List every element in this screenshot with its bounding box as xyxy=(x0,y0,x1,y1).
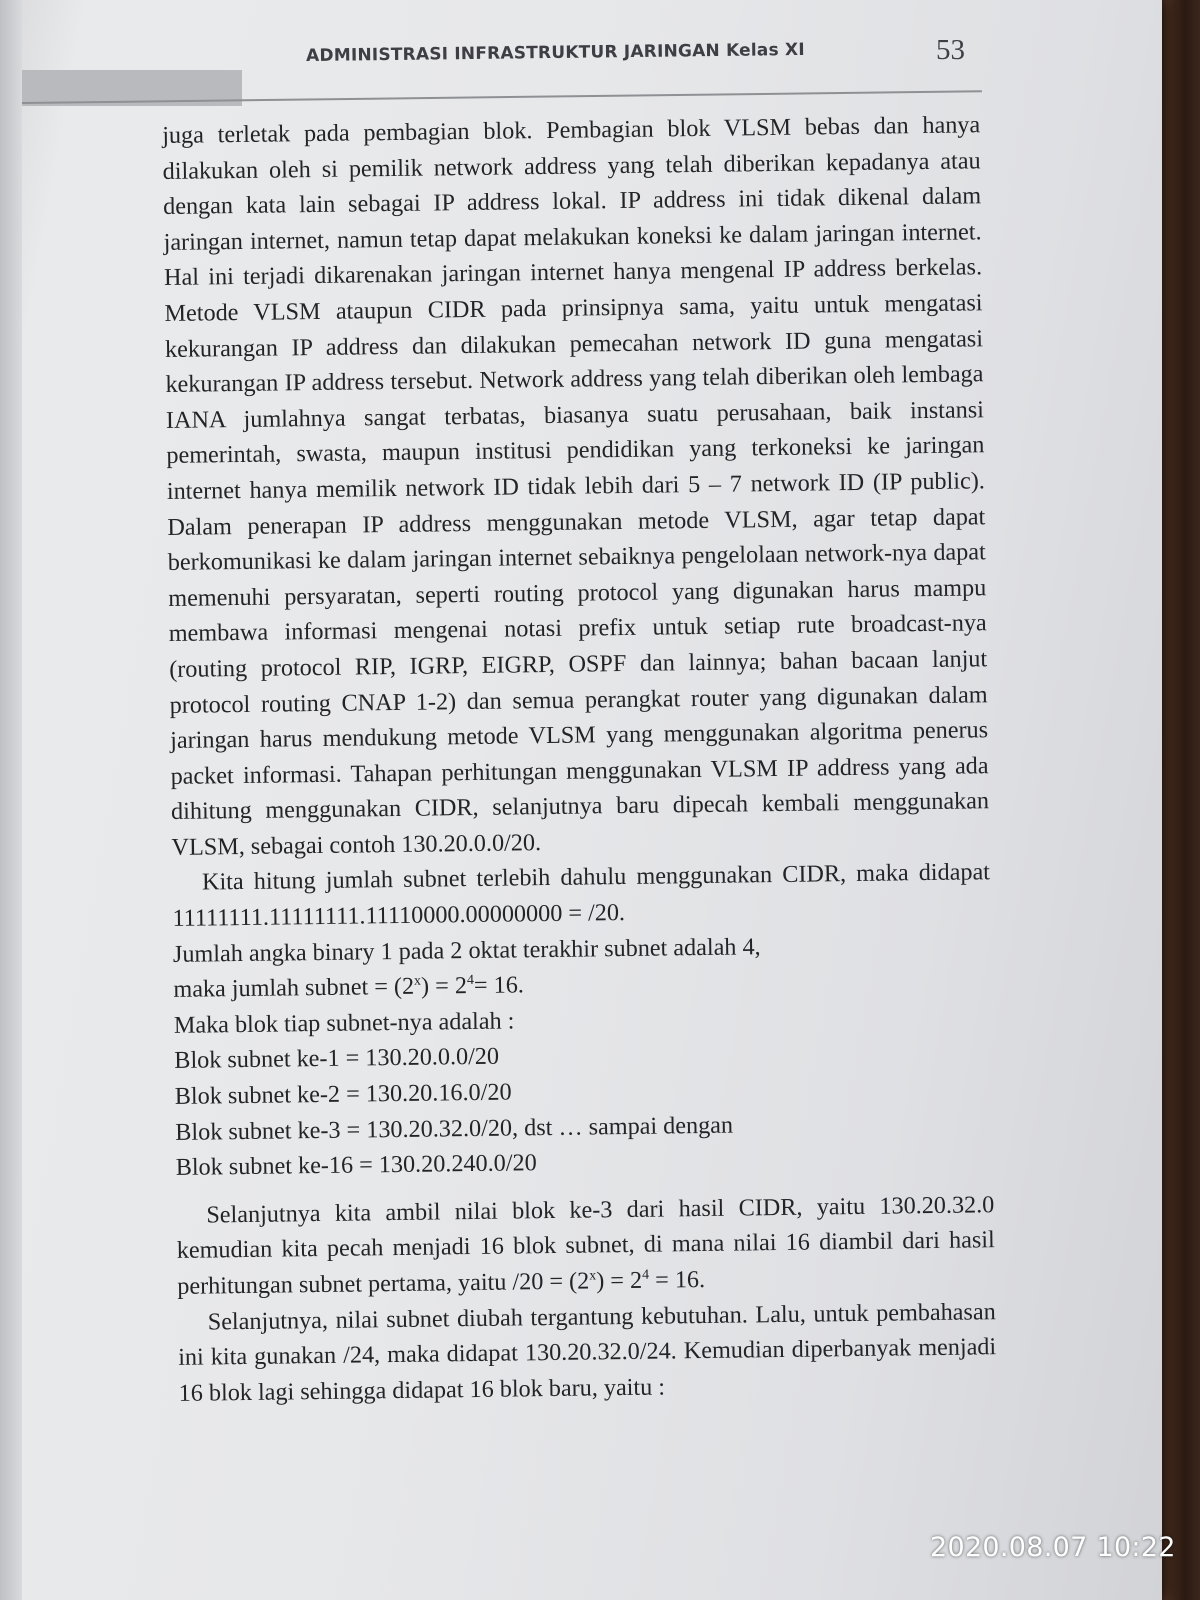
paragraph-3-exponent-x: x xyxy=(589,1268,597,1284)
page-gutter xyxy=(0,0,22,1600)
formula-exponent-x: x xyxy=(413,973,422,989)
formula-exponent-4: 4 xyxy=(466,973,474,989)
formula-mid: ) = 2 xyxy=(420,972,468,1000)
paragraph-3-text: Selanjutnya kita ambil nilai blok ke-3 dari hasil CIDR, yaitu 130.20.32.0 kemudian kita pecah menjadi 16 blok subnet, di mana nilai 16 diambil dari hasil perhitungan subnet pertama, yaitu /20 = (2 xyxy=(176,1191,995,1300)
block-subnet-3: Blok subnet ke-3 = 130.20.32.0/20, dst … sampai dengan xyxy=(175,1111,734,1146)
paragraph-2: Kita hitung jumlah subnet terlebih dahulu menggunakan CIDR, maka didapat 11111111.11111111.11110000.00000000 = /20. xyxy=(172,858,991,932)
paragraph-3-exponent-4: 4 xyxy=(641,1267,650,1283)
paragraph-1: juga terletak pada pembagian blok. Pembagian blok VLSM bebas dan hanya dilakukan oleh si pemilik network address yang telah diberikan kepadanya atau dengan kata lain sebagai IP address lokal. IP address ini tidak dikenal dalam jaringan internet, namun tetap dapat melakukan koneksi ke dalam jaringan internet. Hal ini terjadi dikarenakan jaringan internet hanya mengenal IP address berkelas. Metode VLSM ataupun CIDR pada prinsipnya sama, yaitu untuk mengatasi kekurangan IP address dan dilakukan pemecahan network ID guna mengatasi kekurangan IP address tersebut. Network address yang telah diberikan oleh lembaga IANA jumlahnya sangat terbatas, biasanya suatu perusahaan, baik instansi pemerintah, swasta, maupun institusi pendidikan yang terkoneksi ke jaringan internet hanya memilik network ID tidak lebih dari 5 – 7 network ID (IP public). Dalam penerapan IP address menggunakan metode VLSM, agar tetap dapat berkomunikasi ke dalam jaringan internet sebaiknya pengelolaan network-nya dapat memenuhi persyaratan, seperti routing protocol yang digunakan harus mampu membawa informasi mengenai notasi prefix untuk setiap rute broadcast-nya (routing protocol RIP, IGRP, EIGRP, OSPF dan lainnya; bahan bacaan lanjut protocol routing CNAP 1-2) dan semua perangkat router yang digunakan dalam jaringan harus mendukung metode VLSM yang menggunakan algoritma penerus packet informasi. Tahapan perhitungan menggunakan VLSM IP address yang ada dihitung menggunakan CIDR, selanjutnya baru dipecah kembali menggunakan VLSM, sebagai contoh 130.20.0.0/20. xyxy=(162,111,990,861)
photo-timestamp: 2020.08.07 10:22 xyxy=(930,1532,1176,1563)
binary-count-line: Jumlah angka binary 1 pada 2 oktat terakhir subnet adalah 4, xyxy=(172,932,761,968)
paragraph-3-suffix: = 16. xyxy=(648,1265,706,1294)
block-intro-line: Maka blok tiap subnet-nya adalah : xyxy=(173,1007,515,1039)
paragraph-4: Selanjutnya, nilai subnet diubah tergantung kebutuhan. Lalu, untuk pembahasan ini kita gunakan /24, maka didapat 130.20.32.0/24. Kemudian diperbanyak menjadi 16 blok lagi sehingga didapat 16 blok baru, yaitu : xyxy=(178,1297,997,1407)
page-number: 53 xyxy=(936,34,965,66)
block-subnet-2: Blok subnet ke-2 = 130.20.16.0/20 xyxy=(174,1078,512,1110)
block-subnet-16: Blok subnet ke-16 = 130.20.240.0/20 xyxy=(175,1149,537,1182)
paragraph-3-mid: ) = 2 xyxy=(596,1266,643,1295)
running-head: ADMINISTRASI INFRASTRUKTUR JARINGAN Kelas XI xyxy=(306,39,805,66)
formula-suffix: = 16. xyxy=(473,971,525,1000)
page-body xyxy=(162,107,997,1411)
formula-prefix: maka jumlah subnet = (2 xyxy=(173,973,415,1004)
block-subnet-1: Blok subnet ke-1 = 130.20.0.0/20 xyxy=(174,1043,500,1075)
paragraph-3 xyxy=(176,1187,995,1304)
